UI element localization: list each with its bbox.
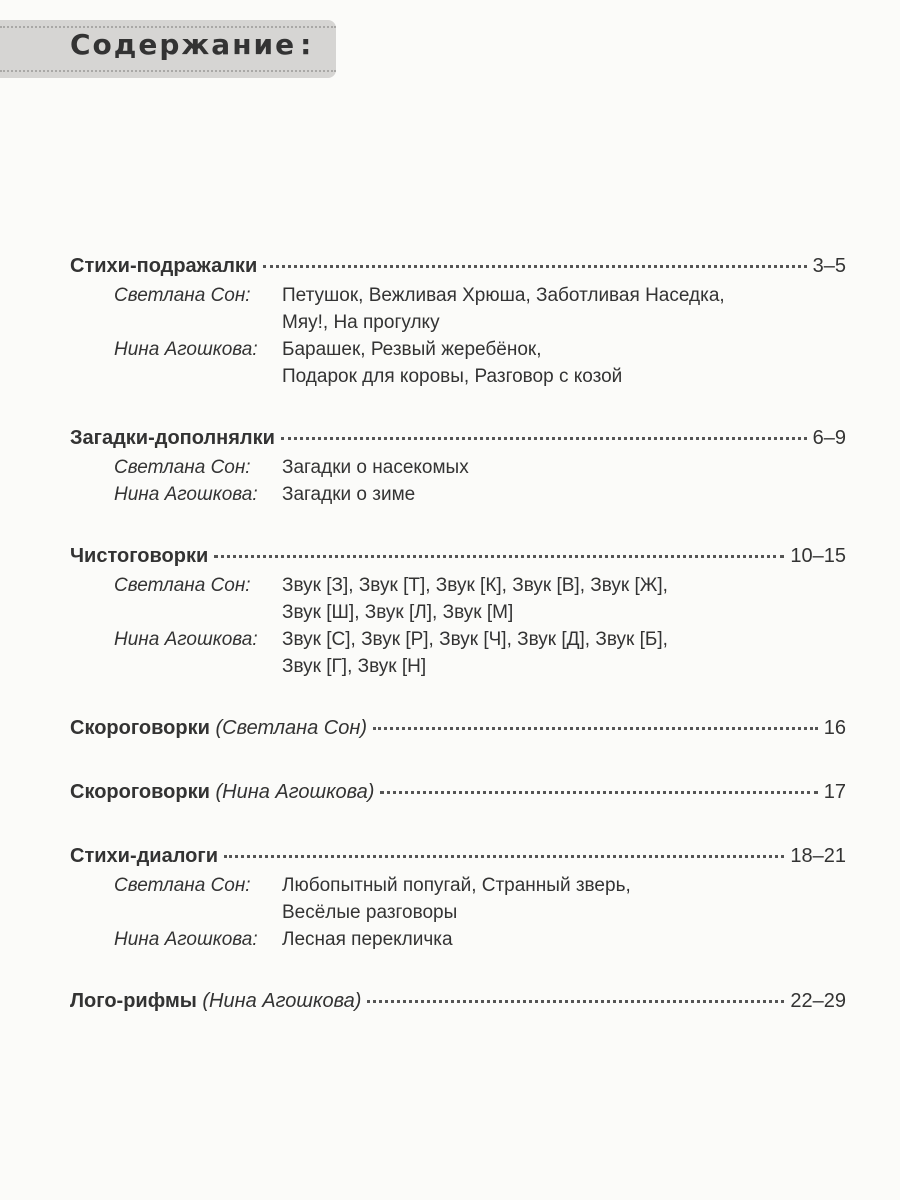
toc-author-entry [70, 336, 846, 390]
toc-author-entry [70, 572, 846, 626]
works-line: Подарок для коровы, Разговор с козой [282, 366, 623, 387]
toc-section [70, 840, 846, 953]
toc-author-entry [70, 454, 846, 481]
works-line: Любопытный попугай, Странный зверь, [282, 875, 631, 896]
table-of-contents [70, 250, 846, 1049]
dot-leader [281, 436, 807, 440]
toc-author-entry [70, 282, 846, 336]
works-list [282, 926, 846, 953]
works-line: Звук [З], Звук [Т], Звук [К], Звук [В], Звук [Ж], [282, 575, 668, 596]
toc-page-range: 18–21 [790, 845, 846, 867]
dot-leader [380, 790, 817, 794]
works-list [282, 626, 846, 680]
toc-section [70, 540, 846, 680]
toc-section-title [70, 712, 367, 744]
toc-entry-line[interactable] [70, 985, 846, 1017]
toc-section-title-text: Стихи-диалоги [70, 845, 219, 867]
toc-section [70, 776, 846, 808]
toc-page-range: 22–29 [790, 990, 846, 1012]
toc-section-title-text: Лого-рифмы [70, 990, 197, 1012]
toc-page-range: 10–15 [790, 545, 846, 567]
works-list [282, 454, 846, 481]
dot-leader [373, 726, 818, 730]
dot-leader [224, 854, 784, 858]
toc-section [70, 250, 846, 390]
toc-author-entry [70, 926, 846, 953]
toc-section-title-text: Стихи-подражалки [70, 255, 258, 277]
works-line: Барашек, Резвый жеребёнок, [282, 339, 542, 360]
toc-page-range: 3–5 [812, 255, 846, 277]
works-line: Загадки о насекомых [282, 457, 469, 478]
works-line: Звук [С], Звук [Р], Звук [Ч], Звук [Д], Звук [Б], [282, 629, 668, 650]
toc-page-range: 16 [823, 717, 846, 739]
toc-entry-line[interactable] [70, 540, 846, 572]
dot-leader [367, 999, 784, 1003]
author-name: Нина Агошкова: [114, 339, 258, 360]
works-list [282, 336, 846, 390]
dot-leader [214, 554, 784, 558]
author-name: Нина Агошкова: [114, 929, 258, 950]
author-name: Светлана Сон: [114, 575, 251, 596]
toc-section-title [70, 840, 218, 872]
toc-section [70, 985, 846, 1017]
page-title-colon: : [300, 28, 314, 61]
works-list [282, 282, 846, 336]
toc-section-author: (Нина Агошкова) [202, 990, 362, 1012]
toc-author-entry [70, 872, 846, 926]
author-name: Светлана Сон: [114, 875, 251, 896]
toc-section-title [70, 250, 257, 282]
author-name: Нина Агошкова: [114, 484, 258, 505]
toc-section-title-text: Чистоговорки [70, 545, 209, 567]
page-title-text: Содержание [70, 28, 297, 61]
works-list [282, 872, 846, 926]
toc-section-title [70, 985, 361, 1017]
author-name: Нина Агошкова: [114, 629, 258, 650]
toc-section [70, 422, 846, 508]
toc-section-title-text: Скороговорки [70, 717, 210, 739]
toc-section-title [70, 540, 208, 572]
toc-entry-line[interactable] [70, 840, 846, 872]
dot-leader [263, 264, 806, 268]
toc-entry-line[interactable] [70, 422, 846, 454]
toc-section-title [70, 776, 374, 808]
works-list [282, 481, 846, 508]
author-name: Светлана Сон: [114, 285, 251, 306]
toc-section-title-text: Скороговорки [70, 781, 210, 803]
toc-page-range: 17 [823, 781, 846, 803]
page-title [70, 28, 313, 61]
toc-section [70, 712, 846, 744]
toc-section-author: (Нина Агошкова) [215, 781, 375, 803]
toc-section-author: (Светлана Сон) [215, 717, 368, 739]
works-line: Лесная перекличка [282, 929, 453, 950]
toc-author-entry [70, 626, 846, 680]
works-line: Звук [Ш], Звук [Л], Звук [М] [282, 602, 514, 623]
toc-entry-line[interactable] [70, 250, 846, 282]
works-line: Звук [Г], Звук [Н] [282, 656, 427, 677]
author-name: Светлана Сон: [114, 457, 251, 478]
works-line: Мяу!, На прогулку [282, 312, 440, 333]
toc-page-range: 6–9 [812, 427, 846, 449]
toc-author-entry [70, 481, 846, 508]
works-list [282, 572, 846, 626]
toc-section-title-text: Загадки-дополнялки [70, 427, 275, 449]
toc-section-title [70, 422, 275, 454]
toc-entry-line[interactable] [70, 712, 846, 744]
works-line: Загадки о зиме [282, 484, 416, 505]
toc-entry-line[interactable] [70, 776, 846, 808]
works-line: Петушок, Вежливая Хрюша, Заботливая Наседка, [282, 285, 725, 306]
works-line: Весёлые разговоры [282, 902, 458, 923]
